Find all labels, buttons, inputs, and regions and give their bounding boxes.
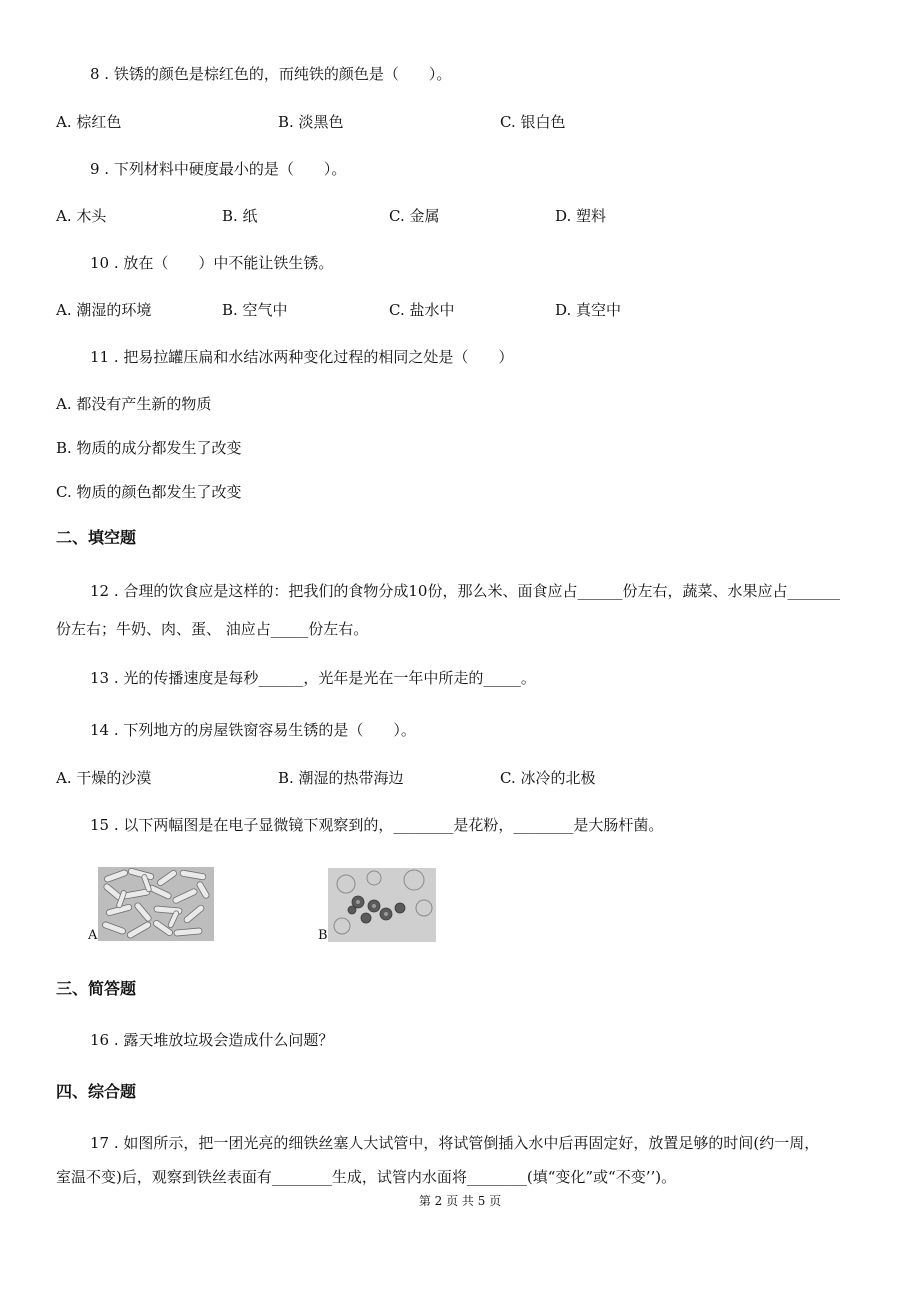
section-heading-comprehensive: 四、综合题 xyxy=(56,1082,137,1101)
q8-option-a: A. 棕红色 xyxy=(56,113,122,131)
q10-option-b: B. 空气中 xyxy=(222,301,288,319)
q9-option-c: C. 金属 xyxy=(389,207,440,225)
q11-option-b: B. 物质的成分都发生了改变 xyxy=(56,439,242,457)
q11-option-a: A. 都没有产生新的物质 xyxy=(56,395,212,413)
q10-option-c: C. 盐水中 xyxy=(389,301,455,319)
q8-stem: 8 . 铁锈的颜色是棕红色的，而纯铁的颜色是（ ）。 xyxy=(90,65,452,83)
q10-option-a: A. 潮湿的环境 xyxy=(56,301,152,319)
q14-option-a: A. 干燥的沙漠 xyxy=(56,769,152,787)
q8-option-b: B. 淡黑色 xyxy=(278,113,344,131)
q9-stem: 9 . 下列材料中硬度最小的是（ ）。 xyxy=(90,160,347,178)
q10-option-d: D. 真空中 xyxy=(555,301,622,319)
section-heading-fill-in: 二、填空题 xyxy=(56,528,137,547)
q12-line2: 份左右；牛奶、肉、蛋、 油应占_____份左右。 xyxy=(56,620,369,638)
q11-stem: 11 . 把易拉罐压扁和水结冰两种变化过程的相同之处是（ ） xyxy=(90,348,514,366)
micrograph-a-image xyxy=(98,867,214,941)
q17-line1: 17 . 如图所示，把一团光亮的细铁丝塞人大试管中，将试管倒插入水中后再固定好，放置足够的时间(约一周， xyxy=(90,1134,820,1152)
micrograph-b-caption: B xyxy=(318,928,328,943)
section-heading-short-answer: 三、简答题 xyxy=(56,979,137,998)
micrograph-b-image xyxy=(328,868,436,942)
q17-line2: 室温不变)后，观察到铁丝表面有________生成，试管内水面将________(填“变化”或“不变’’)。 xyxy=(56,1168,677,1186)
page-footer: 第 2 页 共 5 页 xyxy=(418,1194,502,1208)
q15-stem: 15 . 以下两幅图是在电子显微镜下观察到的，________是花粉，________是大肠杆菌。 xyxy=(90,816,664,834)
q9-option-b: B. 纸 xyxy=(222,207,258,225)
q8-option-c: C. 银白色 xyxy=(500,113,566,131)
pollen-micrograph-illustration xyxy=(328,868,436,942)
bacteria-micrograph-illustration xyxy=(98,867,214,941)
q13-stem: 13 . 光的传播速度是每秒______，光年是光在一年中所走的_____。 xyxy=(90,669,536,687)
q9-option-d: D. 塑料 xyxy=(555,207,607,225)
q11-option-c: C. 物质的颜色都发生了改变 xyxy=(56,483,242,501)
q12-line1: 12 . 合理的饮食应是这样的：把我们的食物分成10份，那么米、面食应占______份左右，蔬菜、水果应占_______ xyxy=(90,582,840,600)
q14-option-c: C. 冰冷的北极 xyxy=(500,769,596,787)
q10-stem: 10 . 放在（ ）中不能让铁生锈。 xyxy=(90,254,334,272)
micrograph-a-caption: A xyxy=(88,928,98,943)
q9-option-a: A. 木头 xyxy=(56,207,107,225)
q14-stem: 14 . 下列地方的房屋铁窗容易生锈的是（ ）。 xyxy=(90,721,416,739)
q14-option-b: B. 潮湿的热带海边 xyxy=(278,769,404,787)
q16-stem: 16 . 露天堆放垃圾会造成什么问题？ xyxy=(90,1031,334,1049)
